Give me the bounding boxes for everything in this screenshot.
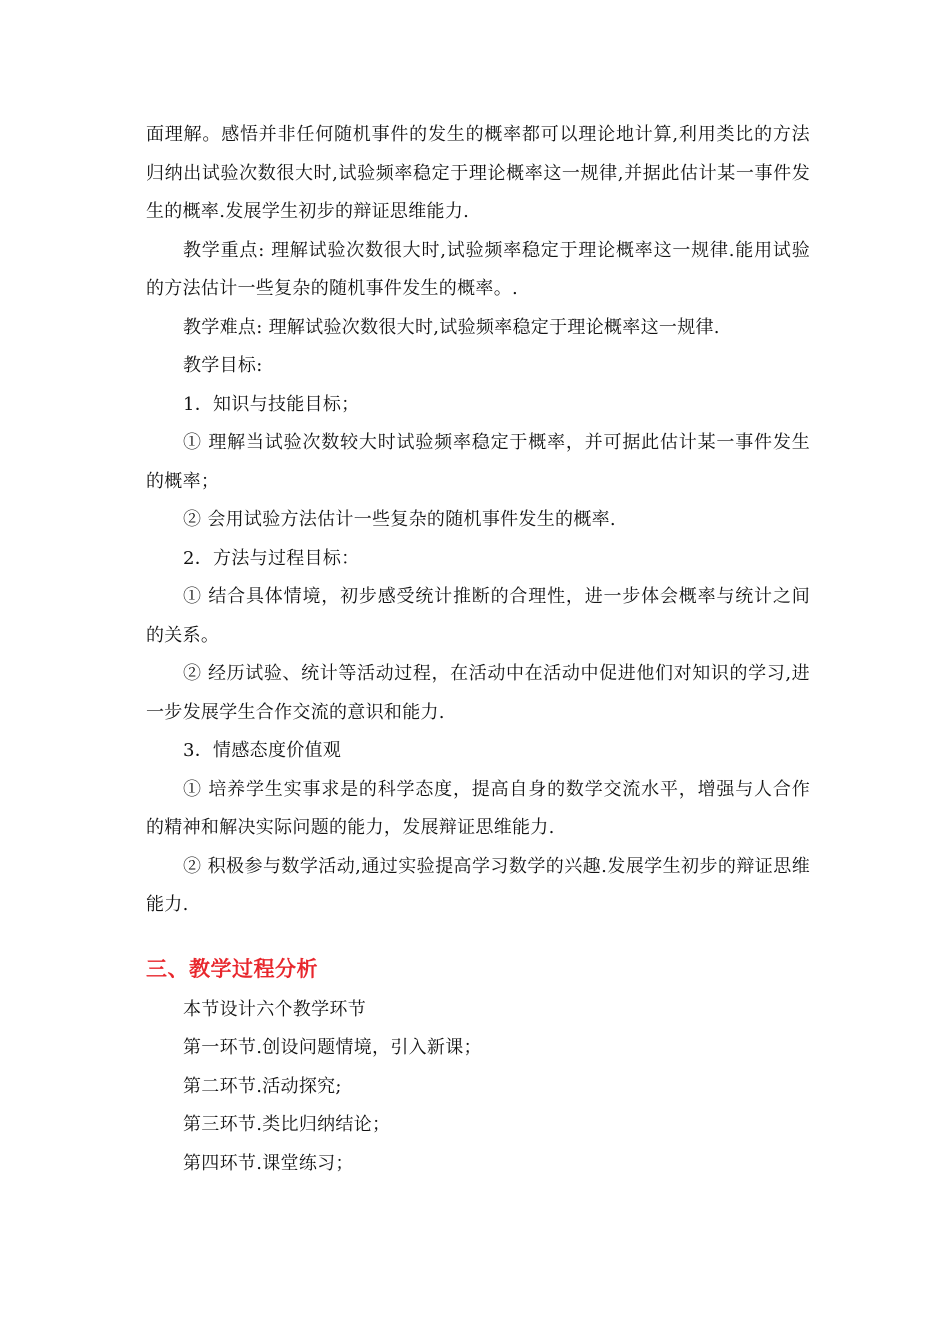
section-line: 第四环节.课堂练习； (183, 1152, 354, 1174)
paragraph-goal-method-1: ① 结合具体情境，初步感受统计推断的合理性，进一步体会概率与统计之间的关系。 (146, 586, 810, 646)
paragraph-goal-method: 2．方法与过程目标： (183, 547, 360, 569)
paragraph-teaching-difficulty: 教学难点: 理解试验次数很大时,试验频率稳定于理论概率这一规律. (183, 316, 720, 338)
paragraph-goal-knowledge-1: ① 理解当试验次数较大时试验频率稳定于概率，并可据此估计某一事件发生的概率； (146, 432, 810, 492)
document-content (146, 116, 810, 1183)
paragraph-goal-knowledge: 1．知识与技能目标； (183, 393, 360, 415)
paragraph-goal-attitude-2: ② 积极参与数学活动,通过实验提高学习数学的兴趣.发展学生初步的辩证思维能力. (146, 855, 810, 915)
section-line: 第二环节.活动探究; (183, 1075, 342, 1097)
paragraph-teaching-focus: 教学重点: 理解试验次数很大时,试验频率稳定于理论概率这一规律.能用试验的方法估计一些复杂的随机事件发生的概率。. (146, 239, 810, 299)
section-line: 第一环节.创设问题情境，引入新课； (183, 1037, 482, 1058)
paragraph-goal-knowledge-2: ② 会用试验方法估计一些复杂的随机事件发生的概率. (183, 509, 616, 530)
paragraph-goal-attitude: 3．情感态度价值观 (183, 740, 342, 761)
section-line: 本节设计六个教学环节 (183, 998, 366, 1020)
paragraph-goal-method-2: ② 经历试验、统计等活动过程，在活动中在活动中促进他们对知识的学习,进一步发展学生合作交流的意识和能力. (146, 663, 810, 723)
section-title: 三、教学过程分析 (146, 956, 318, 981)
section-line: 第三环节.类比归纳结论； (183, 1114, 391, 1135)
paragraph-goal-attitude-1: ① 培养学生实事求是的科学态度，提高自身的数学交流水平，增强与人合作的精神和解决实际问题的能力，发展辩证思维能力. (146, 778, 810, 838)
paragraph-continuation: 面理解。感悟并非任何随机事件的发生的概率都可以理论地计算,利用类比的方法归纳出试验次数很大时,试验频率稳定于理论概率这一规律,并据此估计某一事件发生的概率.发展学生初步的辩证思维能力. (146, 124, 810, 222)
paragraph-teaching-goals-heading: 教学目标: (183, 355, 263, 376)
